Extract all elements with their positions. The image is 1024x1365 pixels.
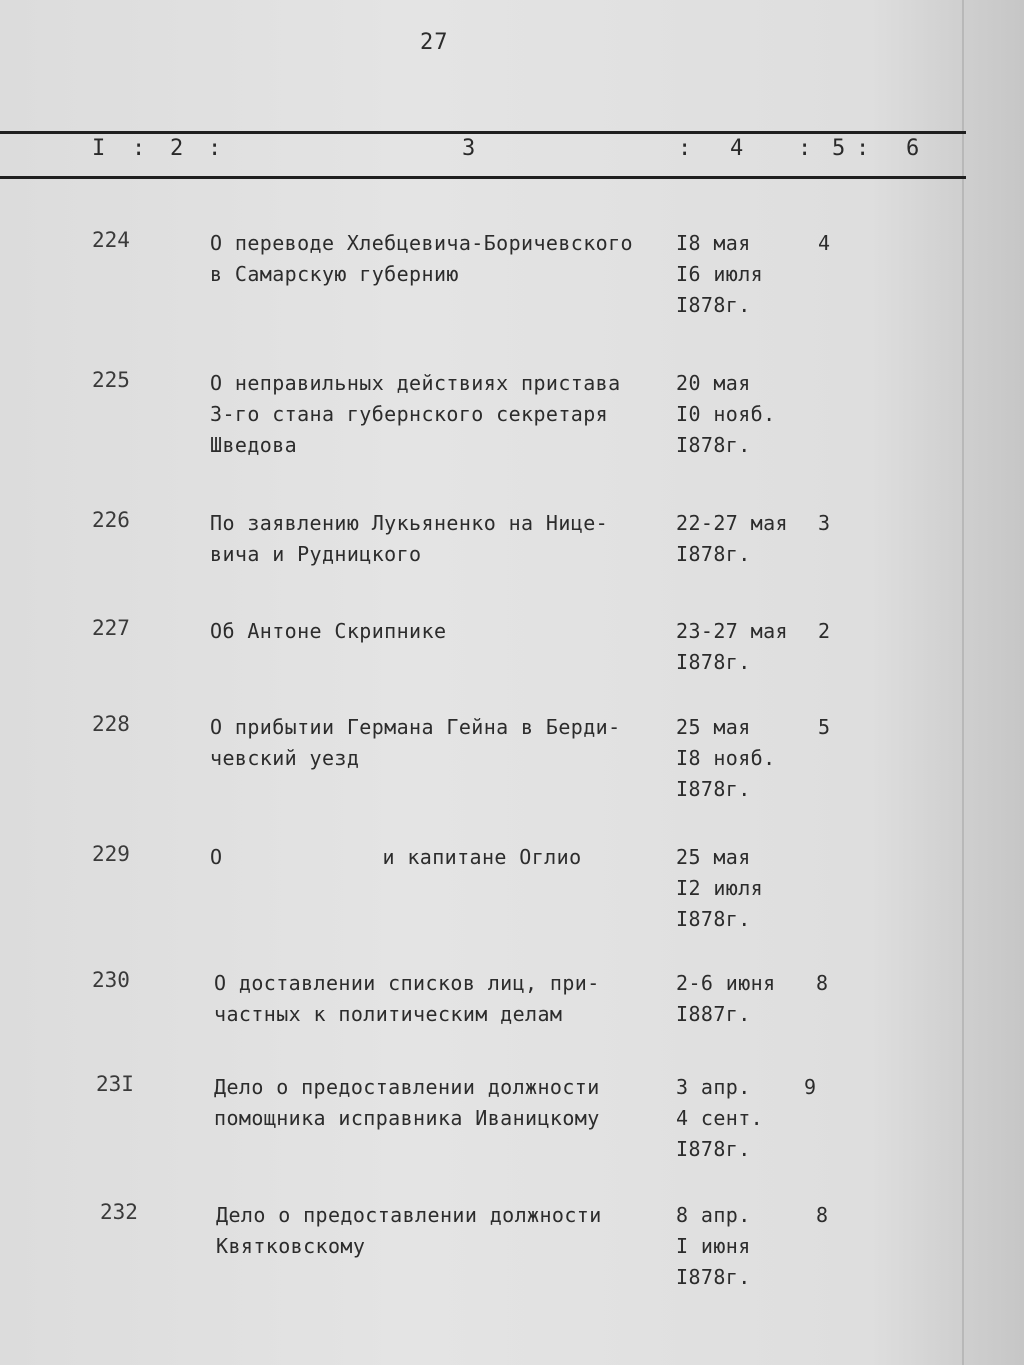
entry-number: 224 [92,228,130,252]
entry-title-line: Дело о предоставлении должности [214,1075,600,1099]
entry-title-line: в Самарскую губернию [210,262,459,286]
entry-dates [676,616,788,678]
entry-title [210,842,670,873]
entry-number: 229 [92,842,130,866]
entry-sheets: 4 [818,231,831,255]
entry-title-line: По заявлению Лукьяненко на Нице- [210,511,609,535]
entry-title-line: помощника исправника Иваницкому [214,1106,600,1130]
entry-date-line: I878г. [676,777,751,801]
column-separator-2: : [208,136,222,161]
page-number: 27 [420,30,449,55]
column-header-1: I [92,136,106,161]
entry-date-line: I878г. [676,293,751,317]
entry-number: 230 [92,968,130,992]
entry-title [210,508,670,570]
entry-number: 226 [92,508,130,532]
entry-date-line: I878г. [676,650,751,674]
entry-title-line: О прибытии Германа Гейна в Берди- [210,715,621,739]
column-header-6: 6 [906,136,920,161]
entry-date-line: I июня [676,1234,751,1258]
entry-date-line: I878г. [676,542,751,566]
entry-date-line: 23-27 мая [676,619,788,643]
entry-title [210,616,670,647]
entry-number: 225 [92,368,130,392]
entry-dates [676,712,776,805]
entry-date-line: 2-6 июня [676,971,776,995]
column-header-5: 5 [832,136,846,161]
entry-date-line: I887г. [676,1002,751,1026]
entry-date-line: 4 сент. [676,1106,764,1130]
entry-date-line: I0 нояб. [676,402,776,426]
entry-date-line: I878г. [676,1265,751,1289]
entry-dates [676,842,763,935]
column-header-4: 4 [730,136,744,161]
column-separator-1: : [132,136,146,161]
entry-date-line: 3 апр. [676,1075,751,1099]
page-edge [962,0,964,1365]
column-separator-3: : [678,136,692,161]
entry-title-line: вича и Рудницкого [210,542,422,566]
entry-title [216,1200,676,1262]
entry-sheets: 3 [818,511,831,535]
entry-sheets: 9 [804,1075,817,1099]
header-bottom-rule [0,176,966,179]
column-separator-4: : [798,136,812,161]
entry-date-line: I6 июля [676,262,764,286]
entry-title-line: Об Антоне Скрипнике [210,619,447,643]
entry-title-line: Квятковскому [216,1234,366,1258]
entry-date-line: 25 мая [676,715,751,739]
header-top-rule [0,131,966,134]
column-header-3: 3 [462,136,476,161]
entry-title [210,712,670,774]
column-separator-5: : [856,136,870,161]
entry-title-line: чевский уезд [210,746,360,770]
entry-title-part: О [210,845,223,869]
entry-title-line: О переводе Хлебцевича-Боричевского [210,231,633,255]
entry-date-line: I878г. [676,907,751,931]
entry-title-line: О доставлении списков лиц, при- [214,971,600,995]
entry-title [210,368,670,461]
entry-title-line [210,842,670,873]
entry-number: 23I [96,1072,134,1096]
entry-date-line: 20 мая [676,371,751,395]
entry-title [214,968,674,1030]
entry-date-line: I2 июля [676,876,764,900]
entry-title [210,228,670,290]
entry-date-line: 8 апр. [676,1203,751,1227]
entry-title-line: Шведова [210,433,298,457]
entry-dates [676,368,776,461]
entry-title-part: и капитане Оглио [382,845,582,869]
entry-date-line: I8 нояб. [676,746,776,770]
entry-number: 228 [92,712,130,736]
entry-dates [676,968,776,1030]
entry-sheets: 5 [818,715,831,739]
entry-dates [676,508,788,570]
entry-date-line: 22-27 мая [676,511,788,535]
entry-number: 232 [100,1200,138,1224]
entry-date-line: I8 мая [676,231,751,255]
entry-number: 227 [92,616,130,640]
column-header-2: 2 [170,136,184,161]
entry-dates [676,1072,763,1165]
entry-title-line: частных к политическим делам [214,1002,563,1026]
entry-title-line: 3-го стана губернского секретаря [210,402,609,426]
entry-sheets: 8 [816,971,829,995]
entry-date-line: I878г. [676,433,751,457]
entry-dates [676,228,763,321]
entry-title-line: Дело о предоставлении должности [216,1203,602,1227]
entry-title-line: О неправильных действиях пристава [210,371,621,395]
entry-sheets: 8 [816,1203,829,1227]
entry-sheets: 2 [818,619,831,643]
entry-title [214,1072,674,1134]
entry-date-line: 25 мая [676,845,751,869]
entry-date-line: I878г. [676,1137,751,1161]
entry-dates [676,1200,751,1293]
